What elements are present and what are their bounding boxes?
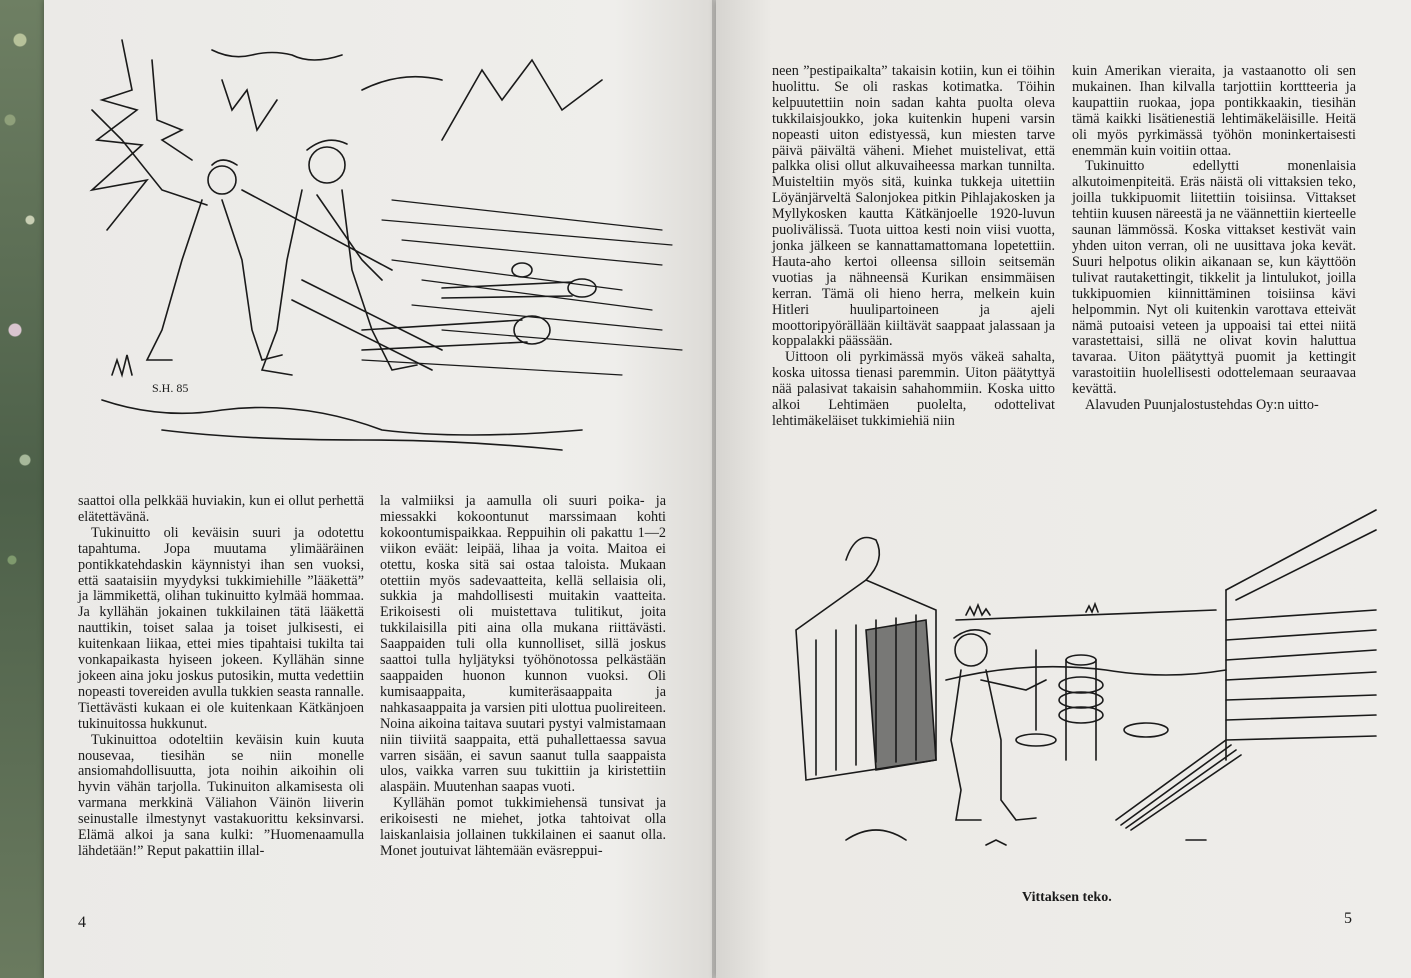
post-with-rope [1059, 655, 1103, 760]
paragraph: saattoi olla pelkkää huviakin, kun ei ollut perhettä elätettävänä. [78, 493, 364, 525]
page-number: 5 [1344, 910, 1352, 927]
page-number: 4 [78, 914, 86, 931]
right-column-2 [1072, 64, 1356, 414]
vittas-making-illustration [786, 500, 1386, 880]
left-page [44, 0, 716, 978]
paragraph: neen ”pestipaikalta” takaisin kotiin, kun ei töihin huolittu. Se oli raskas kotimatka. Töihin kelpuutettiin noin sadan kahta puolta oleva tukkilaisjoukko, joka kuitenkin hupeni varsin nopeasti uiton edistyessä, kun miesten tarve päivä päivältä väheni. Miehet muistelivat, että palkka olisi ollut alkuvaiheessa markan tunnilta. Muisteltiin myös sitä, kuinka tukkeja uitettiin Löyänjärveltä Salonjokea pitkin Pihlajakosken ja Myllykosken kautta Kätkänjoelle 1920-luvun puolivälissä. Tuota uittoa kesti noin viisi vuotta, jonka jälkeen se kannattamattomana lopetettiin. Hauta-aho kertoi olleensa silloin seitsemän vuotias ja nähneensä Kurikan ensimmäisen kerran. Tämä oli hieno herra, melkein kuin Hitleri huulipartoineen ja ajeli moottoripyörällään kiiltävät saappaat jalassaan ja koppalakki päässään. [772, 63, 1055, 350]
illustration-caption: Vittaksen teko. [1022, 890, 1112, 905]
spruce-tree-drawing [92, 40, 342, 230]
log-cabin-drawing [1226, 510, 1376, 760]
paragraph: Tukinuitto edellytti monenlaisia alkutoimenpiteitä. Eräs näistä oli vittaksien teko, joilla tukkipuomit liitettiin toisiinsa. Vittakset tehtiin kuusen näreestä ja ne väännettiin kierteelle saunan lämmössä. Koska vittakset kestivät vain yhden uiton verran, oli ne uusittava joka kevät. Suuri helpotus olikin aikanaan se, kun käyttöön tulivat rautakettingit, tikkelit ja lintulukot, joilla tukkipuomien kiinnittäminen toisiinsa kävi helpommin. Nyt oli kuitenkin varottava etteivät nämä putoaisi veteen ja uppoaisi tai ettei niitä varastettaisi, sillä ne olivat kovin haluttua tavaraa. Uiton päätyttyä puomit ja kettingit varastoitiin huolellisesti odottelemaan seuraavaa kevättä. [1072, 158, 1356, 398]
floating-logs [292, 263, 596, 370]
illustration-signature: S.H. 85 [152, 381, 189, 395]
right-page [716, 0, 1411, 978]
paragraph: Alavuden Puunjalostustehdas Oy:n uitto- [1085, 397, 1319, 414]
log-driver-figure-right [242, 140, 417, 375]
man-twisting-withe-figure [951, 630, 1046, 820]
right-column-1 [772, 64, 1055, 430]
paragraph: la valmiiksi ja aamulla oli suuri poika- ja miessakki kokoontunut marssimaan kohti kokoontumispaikkaa. Reppuihin oli pakattu 1—2 viikon eväät: leipää, lihaa ja voita. Maitoa ei otettu, koska sitä sai ostaa taloista. Mukaan otettiin myös sadevaatteita, kellä sellaisia oli, sukkia ja mahdollisesti muitakin vaatteita. Erikoisesti oli muistettava tulitikut, joita tukkilaisilla piti aina olla mukana riittävästi. Saappaiden tuli olla kunnolliset, sillä joskus saattoi tulla hyljätyksi työhönotossa pelkästään saappaiden huonon kunnon vuoksi. Oli kumisaappaita, kumiteräsaappaita ja nahkasaappaita ja varsien piti ulottua puolireiteen. Noina aikoina taitava suutari pystyi valmistamaan niin tiiviitä saappaita, että puhallettaessa savua varren sisään, ei savun saanut tulla saappaista ulos, vaikka varren suu tukittiin ja kiristettiin alaspäin. Muutenhan saapas vuoti. [380, 493, 666, 796]
left-column-2 [380, 494, 666, 860]
left-column-1 [78, 494, 364, 860]
paragraph: Tukinuitto oli keväisin suuri ja odotettu tapahtuma. Jopa muutama ylimääräinen pontikkatehdaskin käynnistyi ihan sen vuoksi, että saataisiin myydyksi tukkimiehille ”lääkettä” ja lämmikettä, olihan tukinuitto kylmää hommaa. Ja kyllähän jokainen tukkilainen tätä lääkettä nauttikin, toiset salaa ja toiset julkisesti, ei kuitenkaan liikaa, ettei mies tipahtaisi tukilta tai vonkapaikasta hyiseen jokeen. Kyllähän sinne jokeen aina joku joskus putosikin, mutta vedettiin nopeasti tovereiden avulla tukkien seasta rannalle. Tiettävästi kukaan ei ole kuitenkaan Kätkänjoen tukinuitossa hukkunut. [78, 524, 364, 732]
log-driving-illustration [62, 30, 692, 470]
paragraph: Tukinuittoa odoteltiin keväisin kuin kuuta nousevaa, tiesihän se niin monelle ansiomahdollisuutta, jota noihin aikoihin oli hyvin vähän tarjolla. Tukinuiton alkamisesta oli varmana merkkinä Väliahon Väinön liiverin seinustalle ilmestynyt vastakuorittu keksinvarsi. Elämä alkoi ja sana kulki: ”Huomenaamulla lähdetään!” Reput pakattiin illal- [78, 731, 364, 859]
paragraph: Kyllähän pomot tukkimiehensä tunsivat ja erikoisesti ne miehet, jotka tahtoivat olla laiskanlaisia jollainen tukkilainen ei saanut olla. Monet joutuivat lähtemään eväsreppui- [380, 795, 666, 859]
log-driver-figure-left [92, 110, 282, 360]
paragraph: kuin Amerikan vieraita, ja vastaanotto oli sen mukainen. Ihan kilvalla tarjottiin korttteeria ja kaupattiin ruokaa, jopa pontikkaakin, tiesihän tämä kaikki lisätienestiä lehtimäkeläisille. Heitä oli myös pyrkimässä työhön moninkertaisesti enemmän kuin voitiin ottaa. [1072, 63, 1356, 159]
paragraph: Uittoon oli pyrkimässä myös väkeä sahalta, koska uitossa tienasi paremmin. Uiton päätyttyä nää palasivat takaisin sahahommiin. Koska uitto alkoi Lehtimäen puolelta, odottelivat lehtimäkeläiset tukkimiehiä niin [772, 349, 1055, 429]
sauna-shed-drawing [796, 538, 936, 781]
